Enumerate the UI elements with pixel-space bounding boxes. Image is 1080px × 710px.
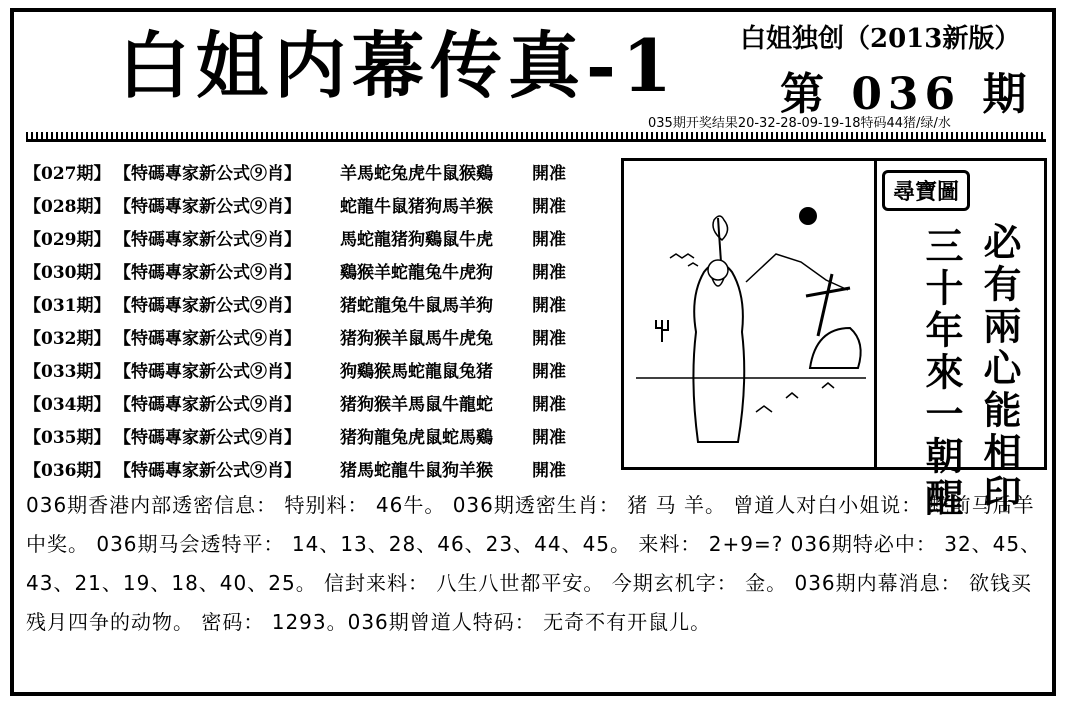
period-label: 【034期】: [24, 395, 111, 415]
formula-label: 【特碼專家新公式⑨肖】: [114, 197, 301, 217]
formula-label: 【特碼專家新公式⑨肖】: [114, 461, 301, 481]
status-label: 開准: [532, 296, 566, 316]
issue-number: 第 036 期: [780, 69, 1033, 120]
bird-icon: [670, 254, 694, 258]
head-icon: [708, 260, 728, 280]
zodiac-list: 鷄猴羊蛇龍兔牛虎狗: [340, 263, 493, 283]
period-label: 【027期】: [24, 164, 111, 184]
status-label: 開准: [532, 263, 566, 283]
cactus-icon: [656, 320, 668, 342]
status-label: 開准: [532, 164, 566, 184]
prediction-row: [24, 158, 604, 191]
gourd-icon: [713, 216, 728, 240]
zodiac-list: 猪狗龍兔虎鼠蛇馬鷄: [340, 428, 493, 448]
page-title: 白姐内幕传真-1: [118, 23, 678, 108]
grass-line: [756, 383, 834, 412]
prediction-row: [24, 455, 604, 488]
previous-result: 035期开奖结果20-32-28-09-19-18特码44猪/绿/水: [648, 116, 951, 131]
edition-label: 白姐独创（2013新版）: [740, 24, 1021, 54]
old-man-figure: [693, 263, 744, 442]
formula-label: 【特碼專家新公式⑨肖】: [114, 263, 301, 283]
prediction-row: [24, 389, 604, 422]
mountain-line: [746, 254, 848, 290]
period-label: 【030期】: [24, 263, 111, 283]
formula-label: 【特碼專家新公式⑨肖】: [114, 428, 301, 448]
status-label: 開准: [532, 197, 566, 217]
zodiac-list: 猪狗猴羊鼠馬牛虎兔: [340, 329, 493, 349]
formula-label: 【特碼專家新公式⑨肖】: [114, 329, 301, 349]
prediction-row: [24, 422, 604, 455]
zodiac-list: 馬蛇龍猪狗鷄鼠牛虎: [340, 230, 493, 250]
zodiac-list: 羊馬蛇兔虎牛鼠猴鷄: [340, 164, 493, 184]
period-label: 【035期】: [24, 428, 111, 448]
prediction-row: [24, 356, 604, 389]
formula-label: 【特碼專家新公式⑨肖】: [114, 362, 301, 382]
period-label: 【031期】: [24, 296, 111, 316]
status-label: 開准: [532, 461, 566, 481]
period-label: 【028期】: [24, 197, 111, 217]
formula-label: 【特碼專家新公式⑨肖】: [114, 230, 301, 250]
prediction-row: [24, 323, 604, 356]
formula-label: 【特碼專家新公式⑨肖】: [114, 395, 301, 415]
status-label: 開准: [532, 329, 566, 349]
formula-label: 【特碼專家新公式⑨肖】: [114, 164, 301, 184]
prediction-list: [24, 158, 604, 488]
divider-rule: [26, 132, 1046, 142]
zodiac-list: 蛇龍牛鼠猪狗馬羊猴: [340, 197, 493, 217]
treasure-map-label: 尋寶圖: [882, 170, 970, 211]
bird-icon: [688, 263, 698, 266]
period-label: 【032期】: [24, 329, 111, 349]
moon-icon: [799, 207, 817, 225]
zodiac-list: 猪蛇龍兔牛鼠馬羊狗: [340, 296, 493, 316]
prediction-row: [24, 224, 604, 257]
status-label: 開准: [532, 362, 566, 382]
prediction-row: [24, 290, 604, 323]
zodiac-list: 猪馬蛇龍牛鼠狗羊猴: [340, 461, 493, 481]
picture-divider: [874, 158, 877, 470]
status-label: 開准: [532, 395, 566, 415]
period-label: 【029期】: [24, 230, 111, 250]
zodiac-list: 狗鷄猴馬蛇龍鼠兔猪: [340, 362, 493, 382]
cross-post: [818, 274, 832, 336]
formula-label: 【特碼專家新公式⑨肖】: [114, 296, 301, 316]
prediction-row: [24, 191, 604, 224]
verse-right: 必有兩心能相印: [977, 222, 1022, 516]
zodiac-list: 猪狗猴羊馬鼠牛龍蛇: [340, 395, 493, 415]
verse-left: 三十年來一朝醒: [919, 226, 964, 520]
info-paragraph: 036期香港内部透密信息： 特别料： 46牛。 036期透密生肖： 猪 马 羊。 曾道人对白小姐说： 蛇前马后羊中奖。 036期马会透特平： 14、13、28、46、23、44、45。 来料： 2+9=? 036期特必中： 32、45、43、21、19、18、40、25。 信封来料： 八生八世都平安。 今期玄机字： 金。 036期内幕消息： 欲钱买残月四争的动物。 密码： 1293。036期曾道人特码： 无奇不有开鼠儿。: [26, 493, 1042, 634]
period-label: 【036期】: [24, 461, 111, 481]
old-man-illustration: [626, 162, 872, 466]
status-label: 開准: [532, 428, 566, 448]
status-label: 開准: [532, 230, 566, 250]
period-label: 【033期】: [24, 362, 111, 382]
prediction-row: [24, 257, 604, 290]
